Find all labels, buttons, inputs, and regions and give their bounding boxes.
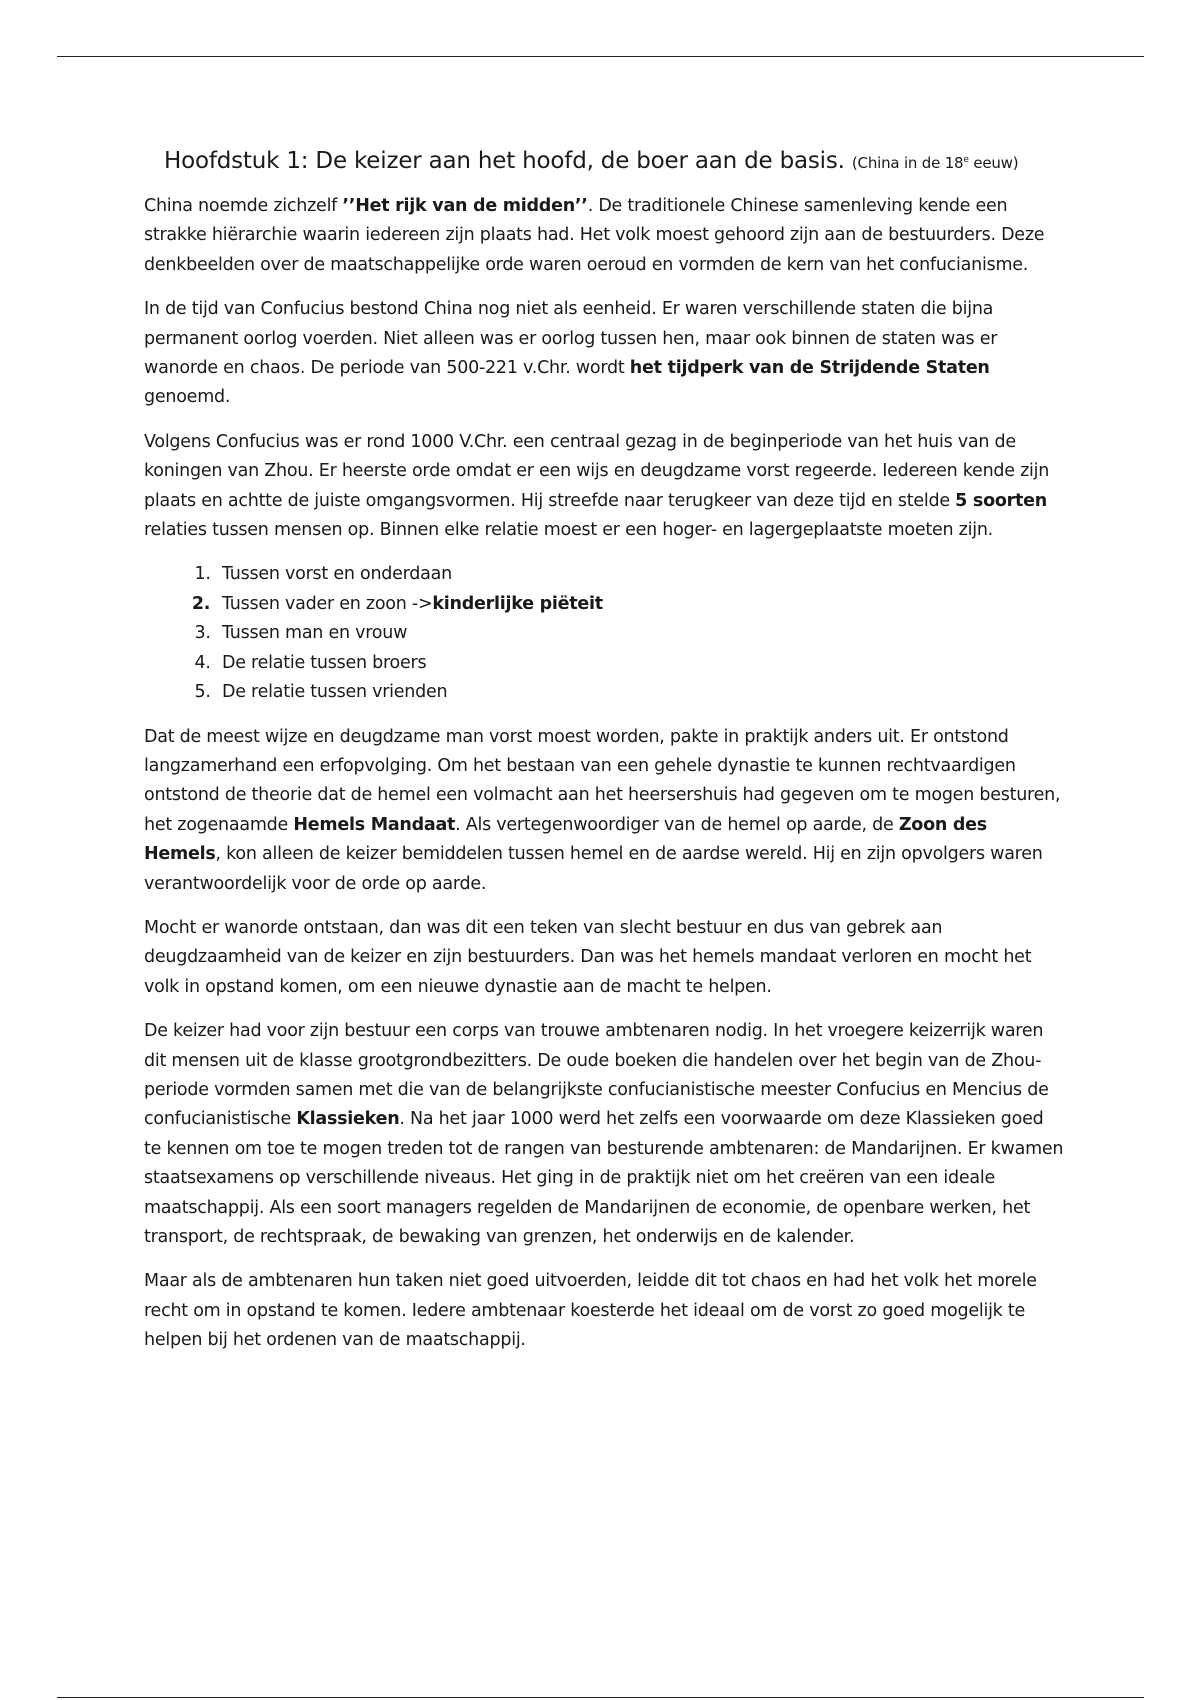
list-item: 2. Tussen vader en zoon ->kinderlijke piëteit <box>216 590 1064 619</box>
paragraph-zhou: Volgens Confucius was er rond 1000 V.Chr. een centraal gezag in de beginperiode van het huis van de koningen van Zhou. Er heerste orde omdat er een wijs en deugdzame vorst regeerde. Iedereen kende zijn plaats en achtte de juiste omgangsvormen. Hij streefde naar terugkeer van deze tijd en stelde 5 soorten relaties tussen mensen op. Binnen elke relatie moest er een hoger- en lagergeplaatste moeten zijn. <box>144 431 1050 541</box>
footer-rule <box>57 1697 1144 1698</box>
paragraph-intro: China noemde zichzelf ’’Het rijk van de midden’’. De traditionele Chinese samenleving kende een strakke hiërarchie waarin iedereen zijn plaats had. Het volk moest gehoord zijn aan de bestuurders. Deze denkbeelden over de maatschappelijke orde waren oeroud en vormden de kern van het confucianisme. <box>144 196 1045 275</box>
list-item: 5. De relatie tussen vrienden <box>216 678 1064 707</box>
term-klassieken: Klassieken <box>296 1109 400 1130</box>
paragraph-ambtenaren: De keizer had voor zijn bestuur een corps van trouwe ambtenaren nodig. In het vroegere keizerrijk waren dit mensen uit de klasse grootgrondbezitters. De oude boeken die handelen over het begin van de Zhou-periode vormden samen met die van de belangrijkste confucianistische meester Confucius en Mencius de confucianistische Klassieken. Na het jaar 1000 werd het zelfs een voorwaarde om deze Klassieken goed te kennen om toe te mogen treden tot de rangen van besturende ambtenaren: de Mandarijnen. Er kwamen staatsexamens op verschillende niveaus. Het ging in de praktijk niet om het creëren van een ideale maatschappij. Als een soort managers regelden de Mandarijnen de economie, de openbare werken, het transport, de rechtspraak, de bewaking van grenzen, het onderwijs en de kalender. <box>144 1021 1064 1247</box>
list-item: 1. Tussen vorst en onderdaan <box>216 560 1064 589</box>
page-title-subtitle: (China in de 18e eeuw) <box>851 154 1019 172</box>
term-5-soorten: 5 soorten <box>955 490 1047 511</box>
paragraph-hemels-mandaat: Dat de meest wijze en deugdzame man vorst moest worden, pakte in praktijk anders uit. Er ontstond langzamerhand een erfopvolging. Om het bestaan van een gehele dynastie te kunnen rechtvaardigen ontstond de theorie dat de hemel een volmacht aan het heersershuis had gegeven om te mogen besturen, het zogenaamde Hemels Mandaat. Als vertegenwoordiger van de hemel op aarde, de Zoon des Hemels, kon alleen de keizer bemiddelen tussen hemel en de aardse wereld. Hij en zijn opvolgers waren verantwoordelijk voor de orde op aarde. <box>144 726 1061 894</box>
page-title <box>164 144 1064 180</box>
paragraph-wanorde: Mocht er wanorde ontstaan, dan was dit een teken van slecht bestuur en dus van gebrek aan deugdzaamheid van de keizer en zijn bestuurders. Dan was het hemels mandaat verloren en mocht het volk in opstand komen, om een nieuwe dynastie aan de macht te helpen. <box>144 917 1032 997</box>
relations-list <box>144 560 1064 707</box>
term-kinderlijke-pieteit: kinderlijke piëteit <box>432 593 603 614</box>
term-zoon-des-hemels: Zoon des Hemels <box>144 814 987 865</box>
header-rule <box>57 56 1144 57</box>
term-rijk-van-de-midden: ’’Het rijk van de midden’’ <box>342 196 588 216</box>
document-body <box>144 144 1064 1371</box>
paragraph-conclusion: Maar als de ambtenaren hun taken niet goed uitvoerden, leidde dit tot chaos en had het volk het morele recht om in opstand te komen. Iedere ambtenaar koesterde het ideaal om de vorst zo goed mogelijk te helpen bij het ordenen van de maatschappij. <box>144 1271 1037 1351</box>
term-strijdende-staten: het tijdperk van de Strijdende Staten <box>629 358 990 379</box>
term-hemels-mandaat: Hemels Mandaat <box>293 814 456 835</box>
list-item: 4. De relatie tussen broers <box>216 649 1064 678</box>
paragraph-confucius-era: In de tijd van Confucius bestond China nog niet als eenheid. Er waren verschillende staten die bijna permanent oorlog voerden. Niet alleen was er oorlog tussen hen, maar ook binnen de staten was er wanorde en chaos. De periode van 500-221 v.Chr. wordt het tijdperk van de Strijdende Staten genoemd. <box>144 299 998 408</box>
list-item: 3. Tussen man en vrouw <box>216 619 1064 648</box>
page-title-main: Hoofdstuk 1: De keizer aan het hoofd, de boer aan de basis. <box>164 148 845 174</box>
